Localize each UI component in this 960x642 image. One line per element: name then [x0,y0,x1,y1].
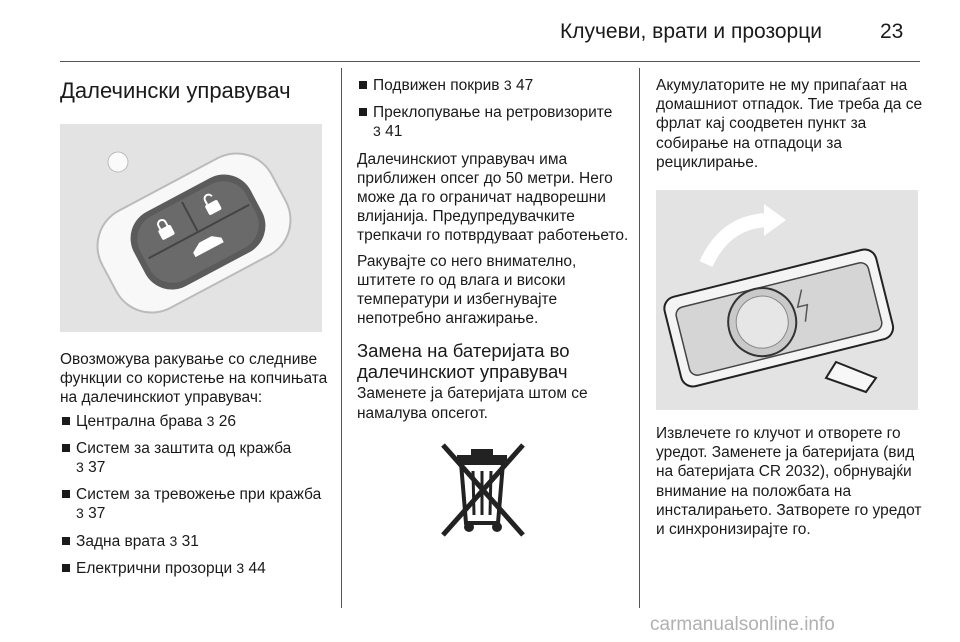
column-3 [656,70,926,539]
list-item: Електрични прозорци 3 44 [60,559,332,578]
function-list [60,412,332,578]
list-item: Преклопување на ретровизорите 3 41 [357,103,629,141]
crossed-bin-illustration [427,439,557,539]
range-paragraph: Далечинскиот управувач има приближен опсег до 50 метри. Него може да го ограничат надворешни влијанија. Предупредувачките трепкачи го потврдуваат работењето. [357,150,629,245]
list-item: Централна брава 3 26 [60,412,332,431]
list-item: Систем за тревожење при кражба 3 37 [60,485,332,523]
page-ref-icon: 3 [206,412,215,429]
column-divider-2 [639,68,640,608]
page-ref-icon: 3 [236,559,245,576]
page-ref-icon: 3 [76,459,84,476]
battery-replacement-illustration [656,190,918,410]
disposal-paragraph: Акумулаторите не му припаѓаат на домашниот отпадок. Тие треба да се фрлат кај соодветен пункт за собирање на отпадоци за рециклирање. [656,77,923,171]
page-ref-icon: 3 [76,505,84,522]
battery-paragraph: Заменете ја батеријата штом се намалува опсегот. [357,385,588,422]
page-ref-icon: 3 [503,77,512,93]
care-paragraph: Ракувајте со него внимателно, штитете го од влага и високи температури и избегнувајте непотребно ангажирање. [357,252,577,328]
column-2 [357,70,629,539]
column-divider-1 [341,68,342,608]
header-rule [60,61,920,62]
list-item: Подвижен покрив 3 47 [357,76,629,95]
section-heading-remote-control: Далечински управувач [60,78,291,103]
open-key-battery-icon [656,190,918,410]
intro-paragraph: Овозможува ракување со следниве функции со користење на копчињата на далечинскиот управувач: [60,351,328,407]
watermark: carmanualsonline.info [650,614,835,635]
list-item: Систем за заштита од кражба 3 37 [60,439,332,477]
page-number: 23 [880,20,904,43]
replacement-instructions: Извлечете го клучот и отворете го уредот. Заменете ја батеријата (вид на батеријата CR 2032), обрнувајќи внимание на положбата на инсталирањето. Затворете го уредот и синхронизирајте го. [656,425,922,539]
key-fob-icon [60,124,322,332]
column-1 [60,70,332,586]
running-header-title: Клучеви, врати и прозорци [560,20,822,43]
page-ref-icon: 3 [373,123,381,140]
remote-key-illustration [60,124,322,332]
crossed-out-bin-icon [427,439,557,539]
list-item: Задна врата 3 31 [60,532,332,551]
page-ref-icon: 3 [169,532,178,549]
function-list-continued [357,76,629,142]
section-heading-battery: Замена на батеријата во далечинскиот управувач [357,340,570,383]
